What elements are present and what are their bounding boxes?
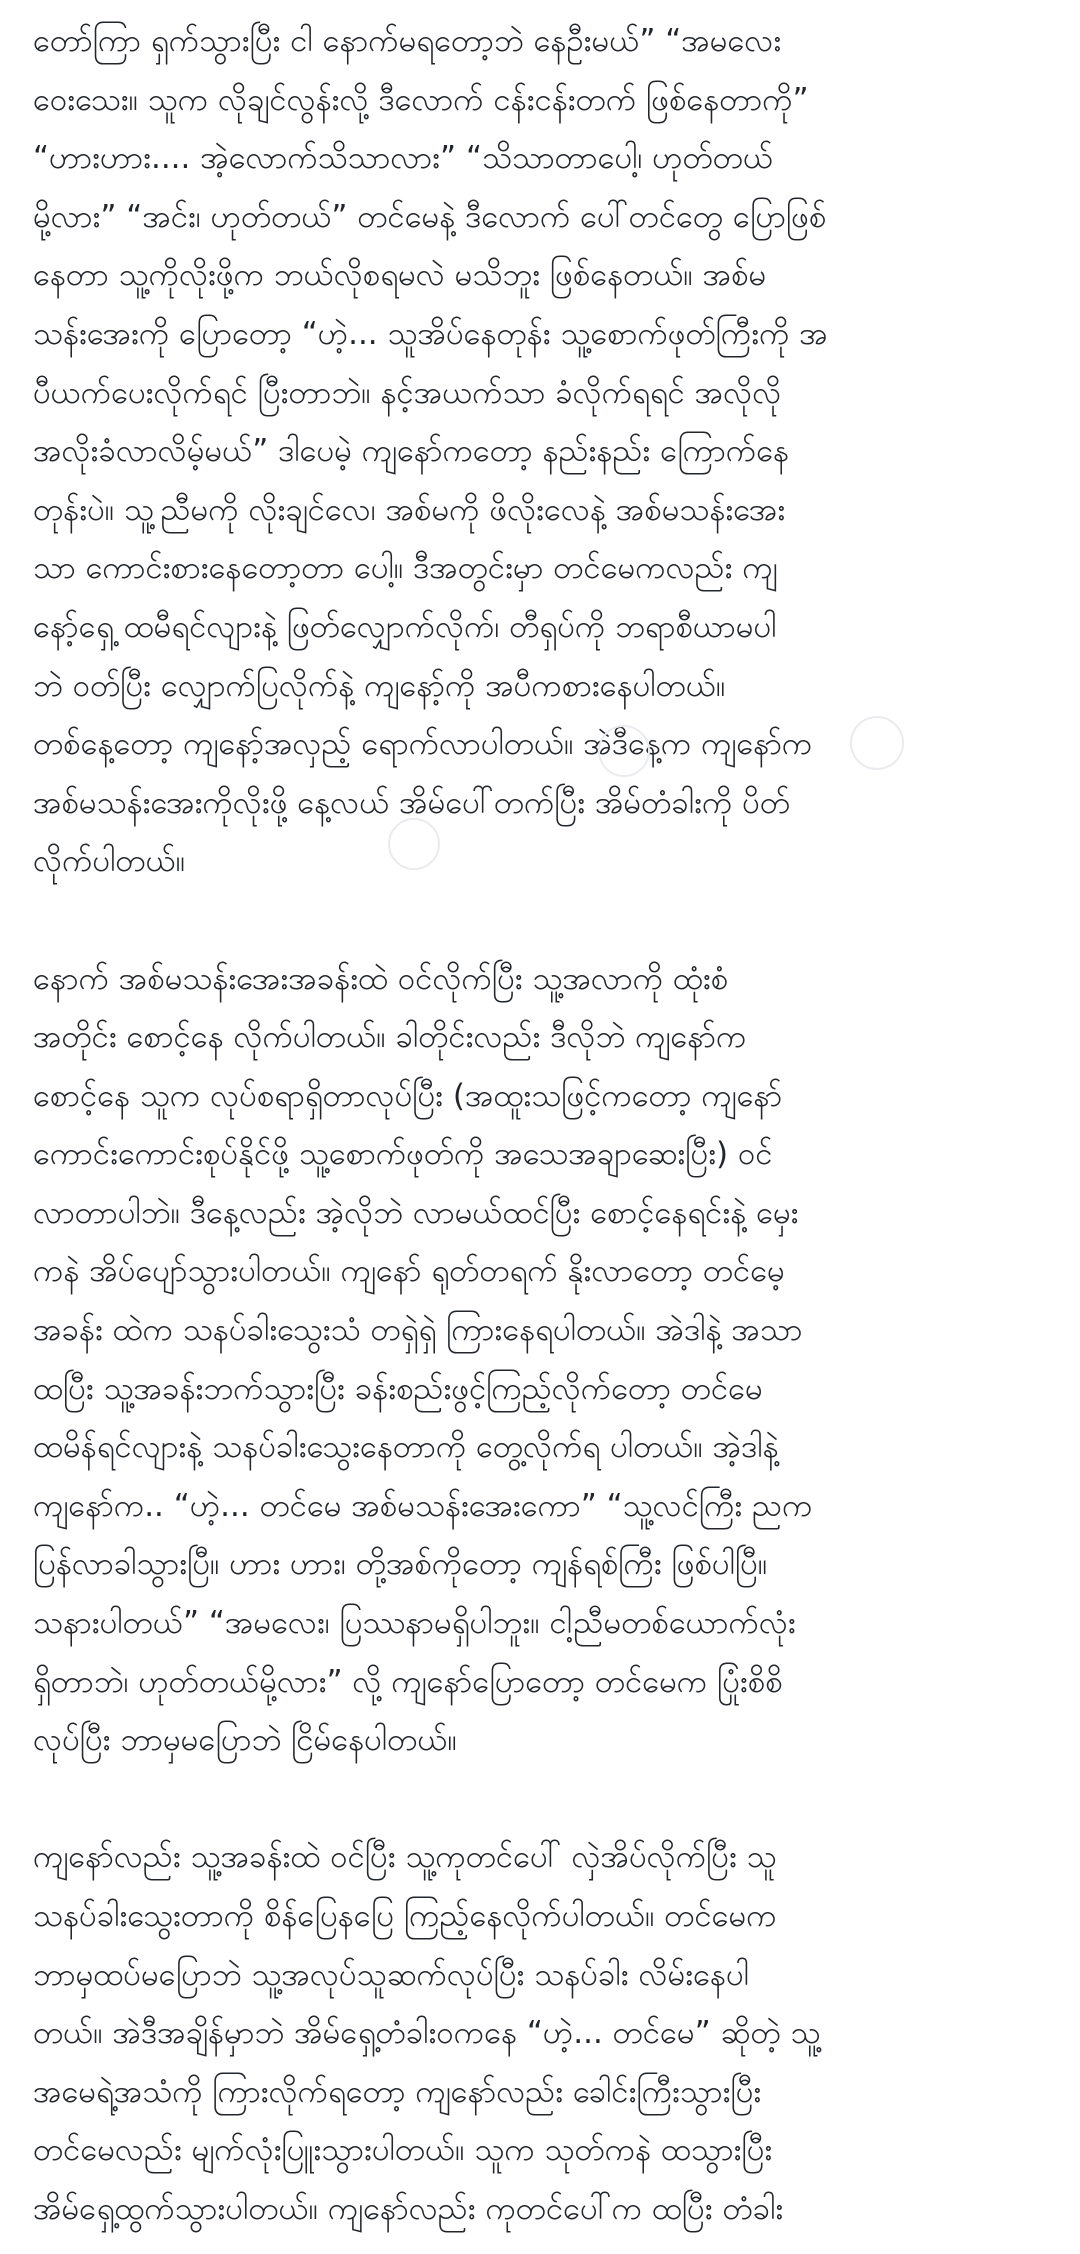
text-line: နော့်ရှေ့ ထမီရင်လျားနဲ့ ဖြတ်လျှောက်လိုက်၊ တီရှပ်ကို ဘရာစီယာမပါ bbox=[33, 608, 777, 645]
text-line: ကောင်းကောင်းစုပ်နိုင်ဖို့ သူ့စောက်ဖုတ်ကို အသေအချာဆေးပြီး) ဝင် bbox=[33, 1136, 773, 1173]
text-line: နေတာ သူ့ကိုလိုးဖို့က ဘယ်လိုစရမလဲ မသိဘူး ဖြစ်နေတယ်။ အစ်မ bbox=[33, 257, 767, 294]
text-line: “ဟားဟား.... အဲ့လောက်သိသာလား” “သိသာတာပေါ့၊ ဟုတ်တယ် bbox=[33, 140, 774, 177]
text-line: ထမိန်ရင်လျားနဲ့ သနပ်ခါးသွေးနေတာကို တွေ့လိုက်ရ ပါတယ်။ အဲ့ဒါနဲ့ bbox=[33, 1429, 779, 1466]
text-line: အခန်း ထဲက သနပ်ခါးသွေးသံ တရှဲရှဲ ကြားနေရပါတယ်။ အဲဒါနဲ့ အသာ bbox=[33, 1312, 803, 1349]
text-line: အတိုင်း စောင့်နေ လိုက်ပါတယ်။ ခါတိုင်းလည်း ဒီလိုဘဲ ကျနော်က bbox=[33, 1019, 747, 1056]
paragraph-gap bbox=[33, 891, 1051, 950]
text-line: သန်းအေးကို ပြောတော့ “ဟဲ့... သူအိပ်နေတုန်း သူ့စောက်ဖုတ်ကြီးကို အ bbox=[33, 315, 828, 352]
paragraph-3 bbox=[33, 1828, 1051, 2238]
text-line: စောင့်နေ သူက လုပ်စရာရှိတာလုပ်ပြီး (အထူးသဖြင့်ကတော့ ကျနော် bbox=[33, 1077, 783, 1114]
paragraph-gap bbox=[33, 1770, 1051, 1829]
watermark-circle bbox=[388, 818, 440, 870]
text-line: လာတာပါဘဲ။ ဒီနေ့လည်း အဲ့လိုဘဲ လာမယ်ထင်ပြီး စောင့်နေရင်းနဲ့ မှေး bbox=[33, 1194, 799, 1231]
text-line: ကျနော်က.. “ဟဲ့... တင်မေ အစ်မသန်းအေးကော” “သူ့လင်ကြီး ညက bbox=[33, 1487, 813, 1524]
text-line: ကနဲ အိပ်ပျော်သွားပါတယ်။ ကျနော် ရုတ်တရက် နိုးလာတော့ တင်မေ့ bbox=[33, 1253, 785, 1290]
text-line: ထပြီး သူ့အခန်းဘက်သွားပြီး ခန်းစည်းဖွင့်ကြည့်လိုက်တော့ တင်မေ bbox=[33, 1370, 763, 1407]
text-line: ကျနော်လည်း သူ့အခန်းထဲ ဝင်ပြီး သူ့ကုတင်ပေါ် လှဲအိပ်လိုက်ပြီး သူ bbox=[33, 1839, 777, 1876]
text-line: နောက် အစ်မသန်းအေးအခန်းထဲ ဝင်လိုက်ပြီး သူ့အလာကို ထုံးစံ bbox=[33, 960, 729, 997]
text-line: သနားပါတယ်” “အမလေး၊ ပြဿနာမရှိပါဘူး။ ငါ့ညီမတစ်ယောက်လုံး bbox=[33, 1605, 796, 1642]
text-line: ဘာမှထပ်မပြောဘဲ သူ့အလုပ်သူဆက်လုပ်ပြီး သနပ်ခါး လိမ်းနေပါ bbox=[33, 1956, 750, 1993]
text-line: အစ်မသန်းအေးကိုလိုးဖို့ နေ့လယ် အိမ်ပေါ်တက်ပြီး အိမ်တံခါးကို ပိတ် bbox=[33, 784, 791, 821]
text-line: ပြန်လာခါသွားပြီ။ ဟား ဟား၊ တို့အစ်ကိုတော့ ကျန်ရစ်ကြီး ဖြစ်ပါပြီ။ bbox=[33, 1546, 768, 1583]
text-line: တယ်။ အဲဒီအချိန်မှာဘဲ အိမ်ရှေ့တံခါးဝကနေ “ဟဲ့... တင်မေ” ဆိုတဲ့ သူ့ bbox=[33, 2015, 821, 2052]
text-line: ဘဲ ဝတ်ပြီး လျှောက်ပြလိုက်နဲ့ ကျနော့်ကို အပီကစားနေပါတယ်။ bbox=[33, 667, 726, 704]
text-line: တစ်နေ့တော့ ကျနော့်အလှည့် ရောက်လာပါတယ်။ အဲဒီနေ့က ကျနော်က bbox=[33, 726, 813, 763]
text-line: လိုက်ပါတယ်။ bbox=[33, 843, 186, 880]
text-line: သနပ်ခါးသွေးတာကို စိန်ပြေနပြေ ကြည့်နေလိုက်ပါတယ်။ တင်မေက bbox=[33, 1898, 777, 1934]
text-line: အမေရဲ့အသံကို ကြားလိုက်ရတော့ ကျနော်လည်း ခေါင်းကြီးသွားပြီး bbox=[33, 2073, 762, 2110]
text-line: အလိုးခံလာလိမ့်မယ်” ဒါပေမဲ့ ကျနော်ကတော့ နည်းနည်း ကြောက်နေ bbox=[33, 433, 790, 470]
text-line: ပီယက်ပေးလိုက်ရင် ပြီးတာဘဲ။ နင့်အယက်သာ ခံလိုက်ရရင် အလိုလို bbox=[33, 374, 782, 411]
text-line: တော်ကြာ ရှက်သွားပြီး ငါ နောက်မရတော့ဘဲ နေဦးမယ်” “အမလေး bbox=[33, 23, 782, 59]
article-body bbox=[33, 12, 1051, 2239]
text-line: ရှိတာဘဲ၊ ဟုတ်တယ်မို့လား” လို့ ကျနော်ပြောတော့ တင်မေက ပြုံးစိစိ bbox=[33, 1663, 783, 1700]
paragraph-2 bbox=[33, 950, 1051, 1770]
text-line: တုန်းပဲ။ သူ့ညီမကို လိုးချင်လေ၊ အစ်မကို ဖိလိုးလေနဲ့ အစ်မသန်းအေး bbox=[33, 491, 786, 528]
text-line: သာ ကောင်းစားနေတော့တာ ပေါ့။ ဒီအတွင်းမှာ တင်မေကလည်း ကျ bbox=[33, 550, 778, 587]
text-line: လုပ်ပြီး ဘာမှမပြောဘဲ ငြိမ်နေပါတယ်။ bbox=[33, 1722, 457, 1759]
watermark-circle bbox=[598, 725, 650, 777]
text-line: မို့လား” “အင်း၊ ဟုတ်တယ်” တင်မေနဲ့ ဒီလောက် ပေါ်တင်တွေ ပြောဖြစ် bbox=[33, 198, 827, 235]
text-line: တင်မေလည်း မျက်လုံးပြူးသွားပါတယ်။ သူက သုတ်ကနဲ ထသွားပြီး bbox=[33, 2132, 773, 2169]
text-line: အိမ်ရှေ့ထွက်သွားပါတယ်။ ကျနော်လည်း ကုတင်ပေါ်က ထပြီး တံခါး bbox=[33, 2190, 784, 2227]
watermark-circle bbox=[850, 716, 904, 770]
text-line: ဝေးသေး။ သူက လိုချင်လွန်းလို့ ဒီလောက် ငန်းငန်းတက် ဖြစ်နေတာကို” bbox=[33, 81, 809, 118]
